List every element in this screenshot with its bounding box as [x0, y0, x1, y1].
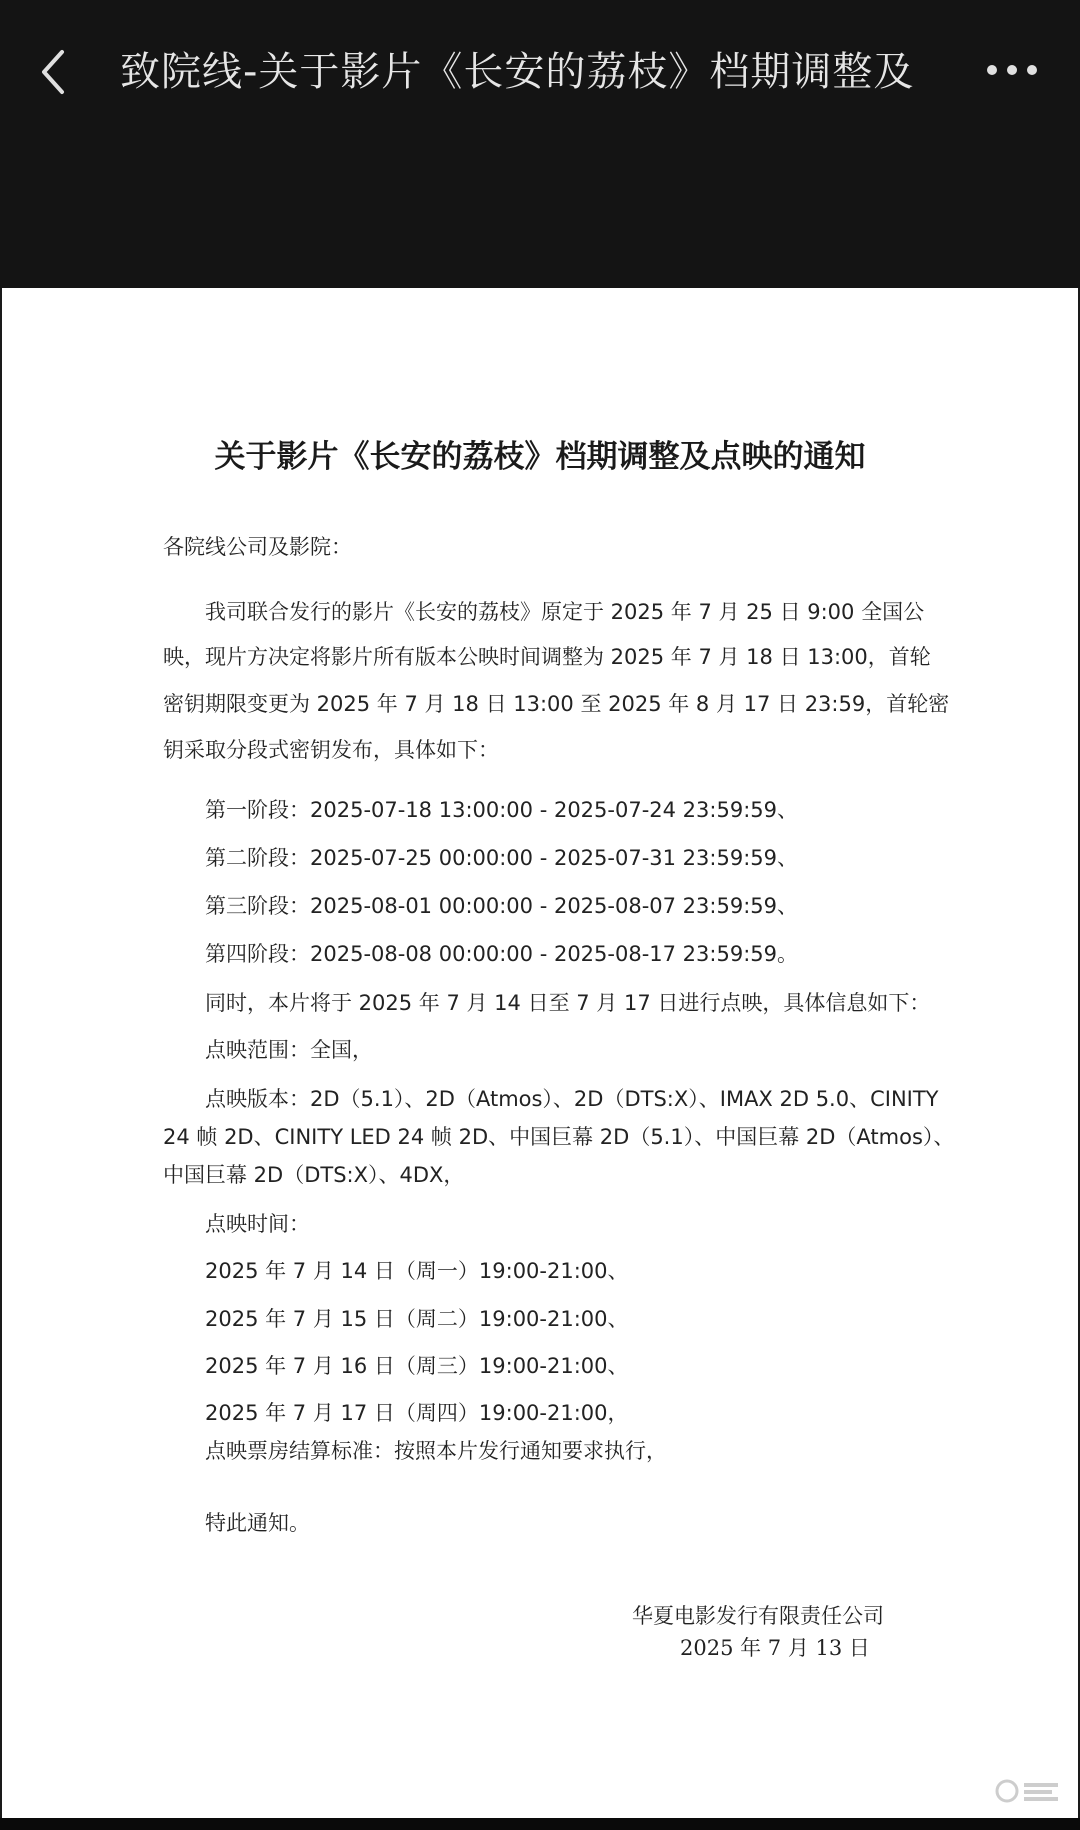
preview-intro: 同时，本片将于 2025 年 7 月 14 日至 7 月 17 日进行点映，具体信息如下： [205, 991, 931, 1015]
closing-line: 特此通知。 [205, 1511, 310, 1535]
top-app-bar [0, 0, 1080, 288]
preview-versions-line: 24 帧 2D、CINITY LED 24 帧 2D、中国巨幕 2D（5.1）、中国巨幕 2D（Atmos）、 [163, 1125, 955, 1149]
page-title: 致院线-关于影片《长安的荔枝》档期调整及 [120, 49, 915, 95]
document-page [2, 288, 1078, 1818]
preview-versions-line: 点映版本：2D（5.1）、2D（Atmos）、2D（DTS:X）、IMAX 2D 5.0、CINITY [205, 1087, 939, 1111]
image-viewer [0, 288, 1080, 1818]
preview-versions-line: 中国巨幕 2D（DTS:X）、4DX， [163, 1163, 465, 1187]
chevron-left-icon[interactable] [32, 40, 80, 104]
stage-line: 第三阶段：2025-08-01 00:00:00 - 2025-08-07 23:59:59、 [205, 894, 798, 918]
stage-line: 第四阶段：2025-08-08 00:00:00 - 2025-08-17 23:59:59。 [205, 942, 798, 966]
document-title: 关于影片《长安的荔枝》档期调整及点映的通知 [214, 439, 866, 475]
preview-time-label: 点映时间： [205, 1212, 310, 1236]
bottom-edge [0, 1818, 1080, 1830]
preview-time-line: 2025 年 7 月 14 日（周一）19:00-21:00、 [205, 1259, 629, 1283]
preview-time-line: 2025 年 7 月 15 日（周二）19:00-21:00、 [205, 1307, 629, 1331]
paragraph-line: 钥采取分段式密钥发布，具体如下： [163, 738, 499, 762]
paragraph-line: 密钥期限变更为 2025 年 7 月 18 日 13:00 至 2025 年 8 月 17 日 23:59，首轮密 [163, 692, 950, 716]
more-horizontal-icon[interactable] [984, 52, 1040, 88]
preview-scope: 点映范围：全国， [205, 1038, 373, 1062]
issue-date: 2025 年 7 月 13 日 [680, 1636, 870, 1660]
preview-time-line: 2025 年 7 月 17 日（周四）19:00-21:00， [205, 1401, 629, 1425]
issuer-company: 华夏电影发行有限责任公司 [632, 1604, 884, 1628]
settlement-line: 点映票房结算标准：按照本片发行通知要求执行， [205, 1439, 667, 1463]
stage-line: 第一阶段：2025-07-18 13:00:00 - 2025-07-24 23:59:59、 [205, 798, 798, 822]
salutation: 各院线公司及影院： [163, 535, 352, 559]
weibo-watermark-logo [994, 1778, 1064, 1810]
paragraph-line: 我司联合发行的影片《长安的荔枝》原定于 2025 年 7 月 25 日 9:00 全国公 [205, 600, 925, 624]
paragraph-line: 映，现片方决定将影片所有版本公映时间调整为 2025 年 7 月 18 日 13:00，首轮 [163, 645, 931, 669]
preview-time-line: 2025 年 7 月 16 日（周三）19:00-21:00、 [205, 1354, 629, 1378]
stage-line: 第二阶段：2025-07-25 00:00:00 - 2025-07-31 23:59:59、 [205, 846, 798, 870]
